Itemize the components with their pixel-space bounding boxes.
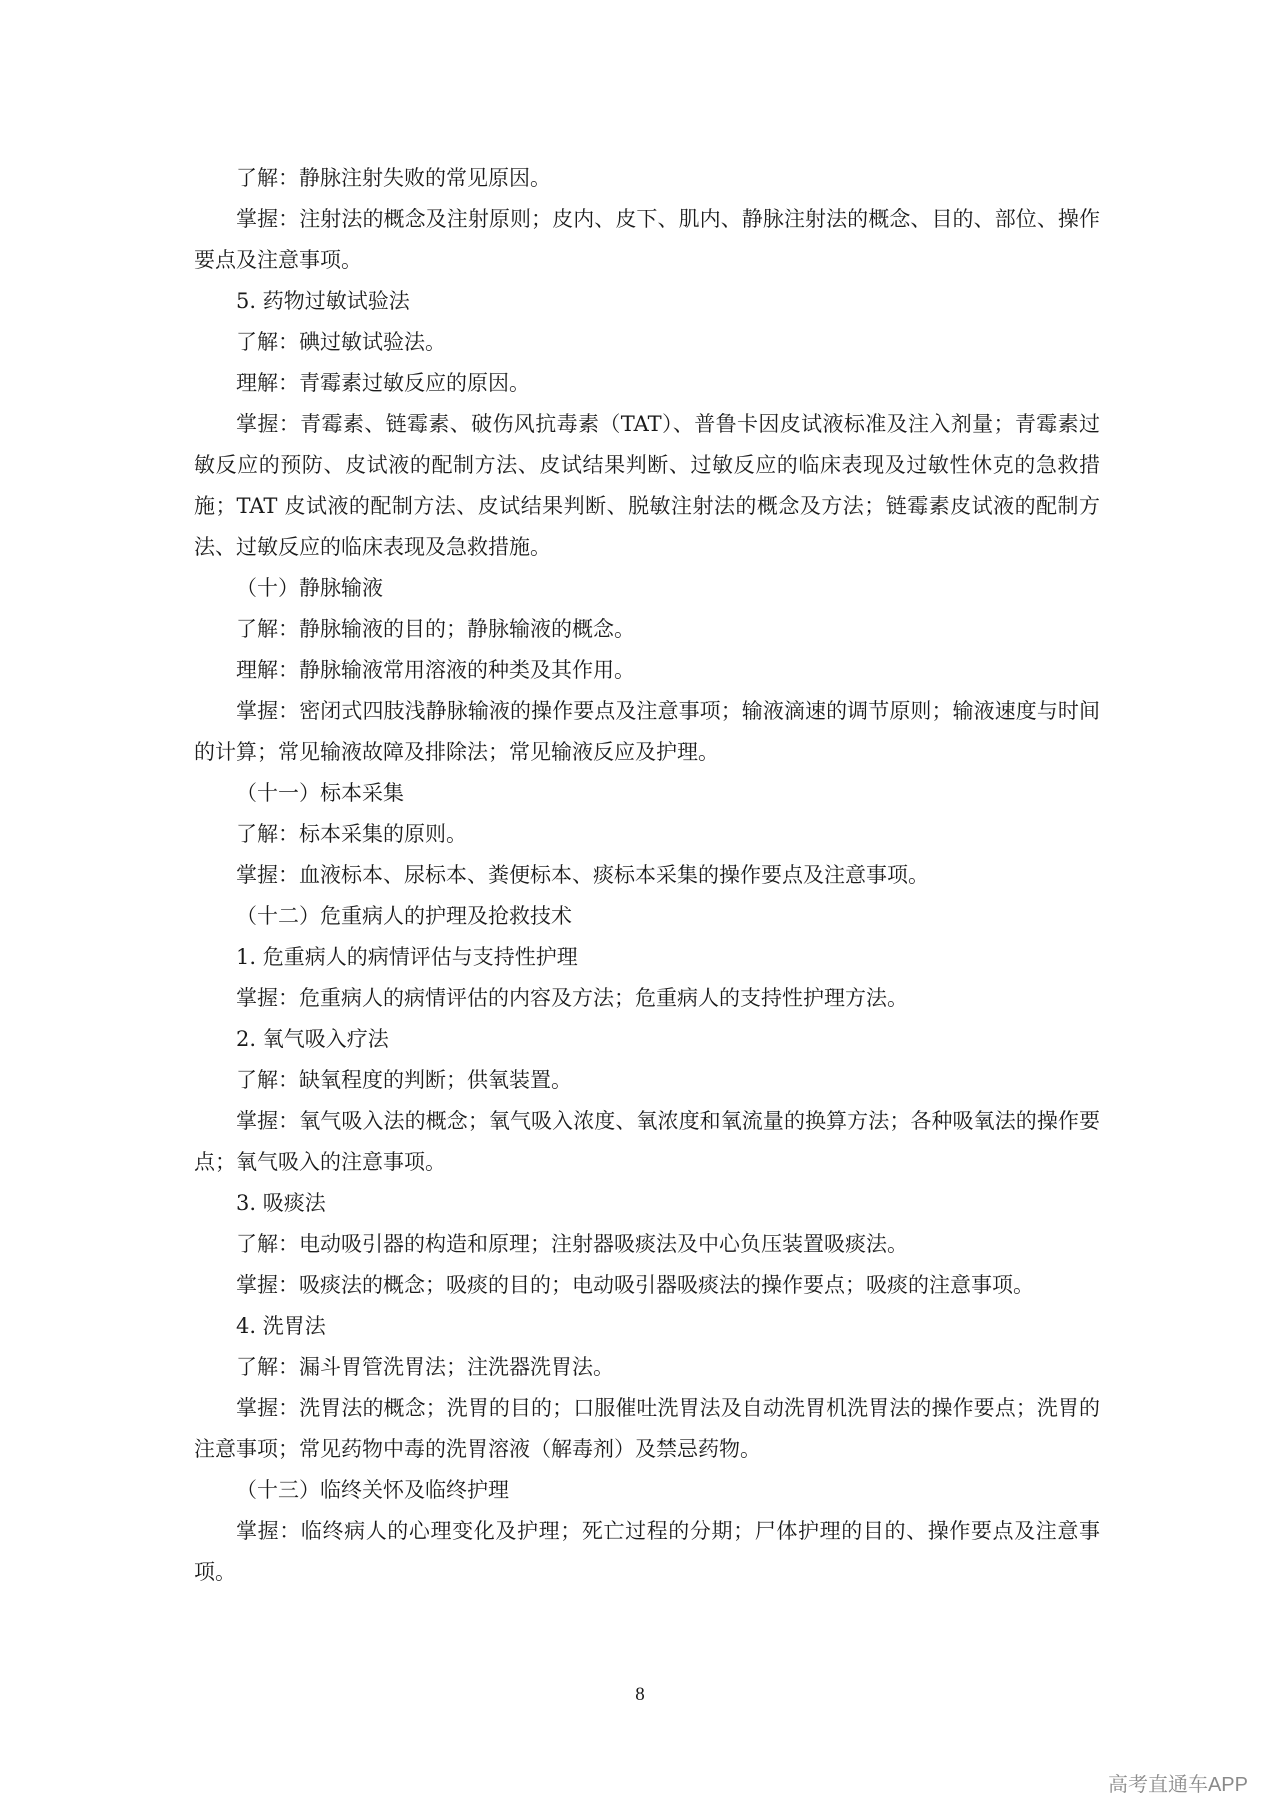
paragraph: 理解：青霉素过敏反应的原因。 <box>236 371 530 395</box>
paragraph: 了解：标本采集的原则。 <box>236 822 467 846</box>
subsection-heading: 1. 危重病人的病情评估与支持性护理 <box>236 945 578 969</box>
paragraph: 掌握：危重病人的病情评估的内容及方法；危重病人的支持性护理方法。 <box>236 986 908 1010</box>
paragraph: 了解：电动吸引器的构造和原理；注射器吸痰法及中心负压装置吸痰法。 <box>236 1232 908 1256</box>
subsection-heading: 3. 吸痰法 <box>236 1191 326 1215</box>
paragraph: 了解：静脉输液的目的；静脉输液的概念。 <box>236 617 635 641</box>
paragraph: 掌握：血液标本、尿标本、粪便标本、痰标本采集的操作要点及注意事项。 <box>236 863 929 887</box>
paragraph: 掌握：密闭式四肢浅静脉输液的操作要点及注意事项；输液滴速的调节原则；输液速度与时间的计算；常见输液故障及排除法；常见输液反应及护理。 <box>194 699 1100 764</box>
paragraph: 了解：缺氧程度的判断；供氧装置。 <box>236 1068 572 1092</box>
paragraph: 了解：碘过敏试验法。 <box>236 330 446 354</box>
section-heading: （十三）临终关怀及临终护理 <box>236 1478 509 1502</box>
subsection-heading: 4. 洗胃法 <box>236 1314 326 1338</box>
paragraph: 了解：漏斗胃管洗胃法；注洗器洗胃法。 <box>236 1355 614 1379</box>
section-heading: （十一）标本采集 <box>236 781 404 805</box>
section-heading: （十二）危重病人的护理及抢救技术 <box>236 904 572 928</box>
paragraph: 理解：静脉输液常用溶液的种类及其作用。 <box>236 658 635 682</box>
paragraph: 掌握：临终病人的心理变化及护理；死亡过程的分期；尸体护理的目的、操作要点及注意事项。 <box>194 1519 1100 1584</box>
paragraph: 掌握：吸痰法的概念；吸痰的目的；电动吸引器吸痰法的操作要点；吸痰的注意事项。 <box>236 1273 1034 1297</box>
paragraph: 掌握：注射法的概念及注射原则；皮内、皮下、肌内、静脉注射法的概念、目的、部位、操作要点及注意事项。 <box>194 207 1100 272</box>
paragraph: 了解：静脉注射失败的常见原因。 <box>236 166 551 190</box>
page-number: 8 <box>635 1684 645 1705</box>
subsection-heading: 2. 氧气吸入疗法 <box>236 1027 389 1051</box>
paragraph: 掌握：洗胃法的概念；洗胃的目的；口服催吐洗胃法及自动洗胃机洗胃法的操作要点；洗胃的注意事项；常见药物中毒的洗胃溶液（解毒剂）及禁忌药物。 <box>194 1396 1100 1461</box>
paragraph: 掌握：青霉素、链霉素、破伤风抗毒素（TAT）、普鲁卡因皮试液标准及注入剂量；青霉素过敏反应的预防、皮试液的配制方法、皮试结果判断、过敏反应的临床表现及过敏性休克的急救措施；TAT 皮试液的配制方法、皮试结果判断、脱敏注射法的概念及方法；链霉素皮试液的配制方法、过敏反应的临床表现及急救措施。 <box>194 412 1100 559</box>
document-body <box>194 158 1100 1593</box>
paragraph: 掌握：氧气吸入法的概念；氧气吸入浓度、氧浓度和氧流量的换算方法；各种吸氧法的操作要点；氧气吸入的注意事项。 <box>194 1109 1100 1174</box>
section-heading: 5. 药物过敏试验法 <box>236 289 410 313</box>
watermark: 高考直通车APP <box>1107 1774 1248 1796</box>
section-heading: （十）静脉输液 <box>236 576 383 600</box>
